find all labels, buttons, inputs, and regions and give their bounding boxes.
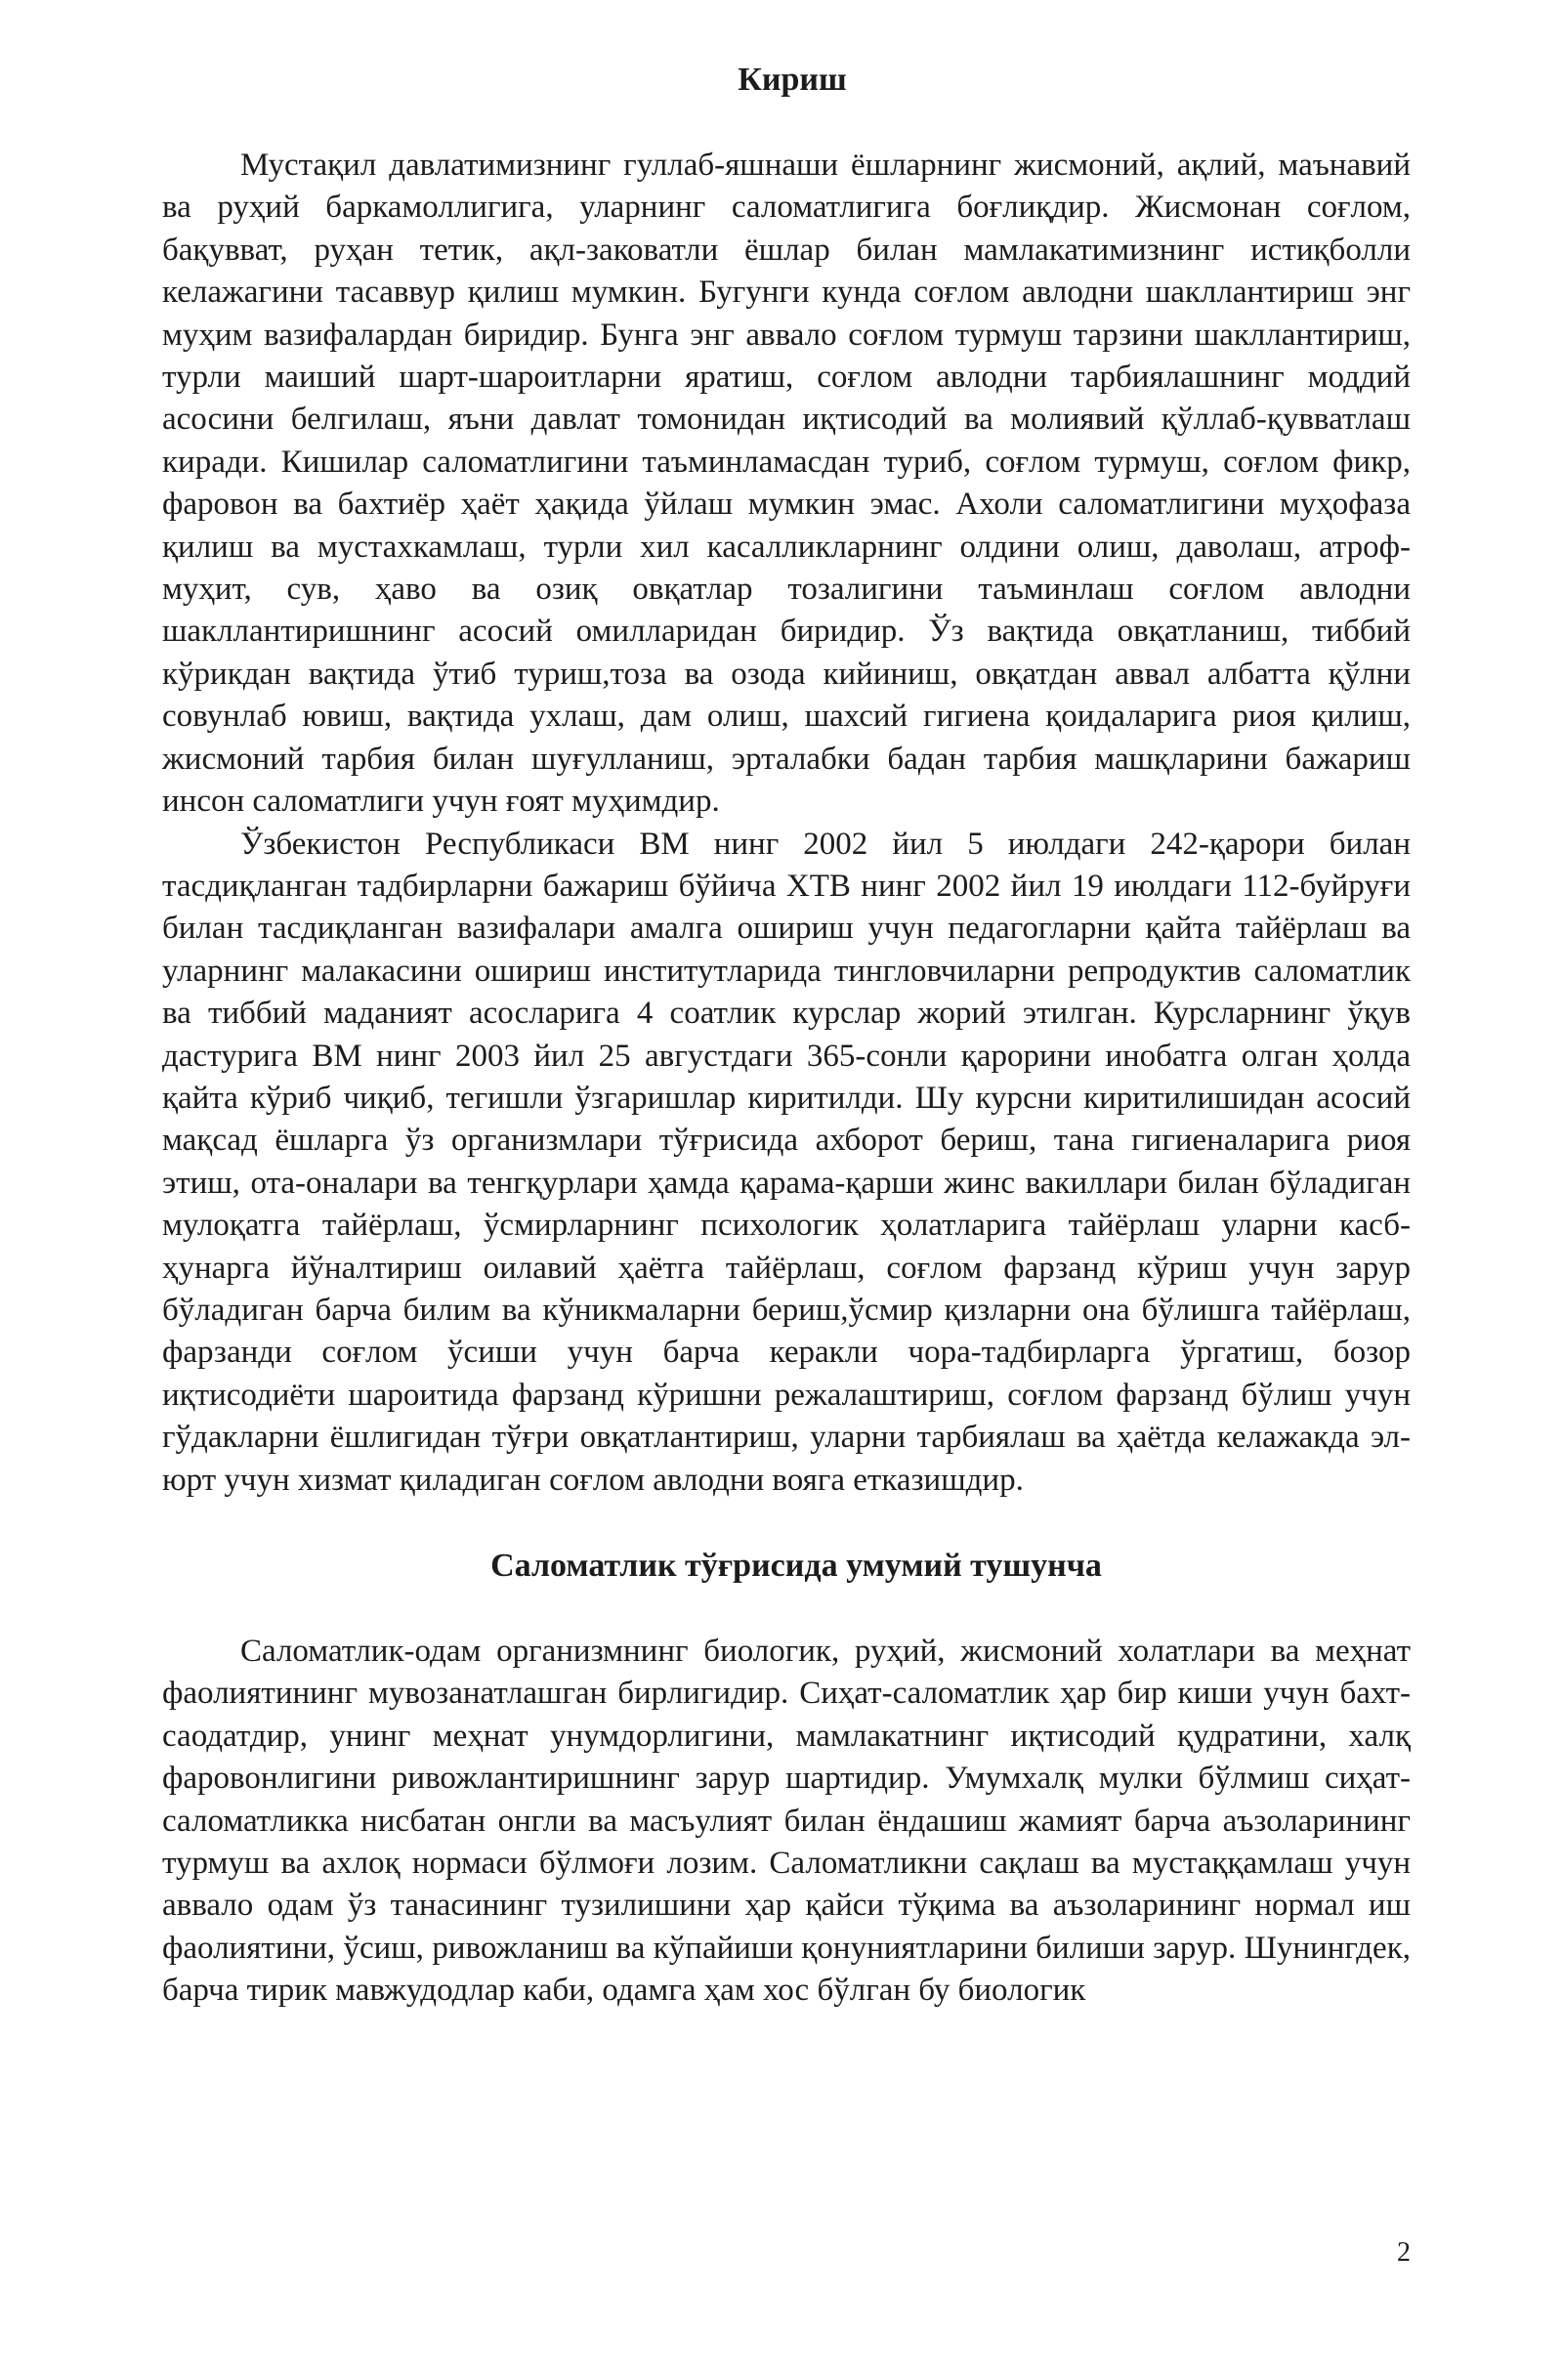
page-number: 2 — [1397, 2237, 1411, 2268]
paragraph-introduction-1: Мустақил давлатимизнинг гуллаб-яшнаши ёшларнинг жисмоний, ақлий, маънавий ва руҳий баркамоллигига, уларнинг саломатлигига боғлиқдир. Жисмонан соғлом, бақувват, руҳан тетик, ақл-заковатли ёшлар билан мамлакатимизнинг истиқболли келажагини тасаввур қилиш мумкин. Бугунги кунда соғлом авлодни шакллантириш энг муҳим вазифалардан биридир. Бунга энг аввало соғлом турмуш тарзини шакллантириш, турли маиший шарт-шароитларни яратиш, соғлом авлодни тарбиялашнинг моддий асосини белгилаш, яъни давлат томонидан иқтисодий ва молиявий қўллаб-қувватлаш киради. Кишилар саломатлигини таъминламасдан туриб, соғлом турмуш, соғлом фикр, фаровон ва бахтиёр ҳаёт ҳақида ўйлаш мумкин эмас. Ахоли саломатлигини муҳофаза қилиш ва мустахкамлаш, турли хил касалликларнинг олдини олиш, даволаш, атроф-муҳит, сув, ҳаво ва озиқ овқатлар тозалигини таъминлаш соғлом авлодни шакллантиришнинг асосий омилларидан биридир. Ўз вақтида овқатланиш, тиббий кўрикдан вақтида ўтиб туриш,тоза ва озода кийиниш, овқатдан аввал албатта қўлни совунлаб ювиш, вақтида ухлаш, дам олиш, шахсий гигиена қоидаларига риоя қилиш, жисмоний тарбия билан шуғулланиш, эрталабки бадан тарбия машқларини бажариш инсон саломатлиги учун ғоят муҳимдир. — [162, 148, 1411, 820]
paragraph-introduction-2: Ўзбекистон Республикаси ВМ нинг 2002 йил 5 июлдаги 242-қарори билан тасдиқланган тадбирларни бажариш бўйича ХТВ нинг 2002 йил 19 июлдаги 112-буйруғи билан тасдиқланган вазифалари амалга ошириш учун педагогларни қайта тайёрлаш ва уларнинг малакасини ошириш институтларида тингловчиларни репродуктив саломатлик ва тиббий маданият асосларига 4 соатлик курслар жорий этилган. Курсларнинг ўқув дастурига ВМ нинг 2003 йил 25 августдаги 365-сонли қарорини инобатга олган ҳолда қайта кўриб чиқиб, тегишли ўзгаришлар киритилди. Шу курсни киритилишидан асосий мақсад ёшларга ўз организмлари тўғрисида ахборот бериш, тана гигиеналарига риоя этиш, ота-оналари ва тенгқурлари ҳамда қарама-қарши жинс вакиллари билан бўладиган мулоқатга тайёрлаш, ўсмирларнинг психологик ҳолатларига тайёрлаш уларни касб-ҳунарга йўналтириш оилавий ҳаётга тайёрлаш, соғлом фарзанд кўриш учун зарур бўладиган барча билим ва кўникмаларни бериш,ўсмир қизларни она бўлишга тайёрлаш, фарзанди соғлом ўсиши учун барча керакли чора-тадбирларга ўргатиш, бозор иқтисодиёти шароитида фарзанд кўришни режалаштириш, соғлом фарзанд бўлиш учун гўдакларни ёшлигидан тўғри овқатлантириш, уларни тарбиялаш ва ҳаётда келажакда эл-юрт учун хизмат қиладиган соғлом авлодни вояга етказишдир. — [162, 826, 1411, 1498]
paragraph-health-concept: Саломатлик-одам организмнинг биологик, руҳий, жисмоний холатлари ва меҳнат фаолиятининг мувозанатлашган бирлигидир. Сиҳат-саломатлик ҳар бир киши учун бахт-саодатдир, унинг меҳнат унумдорлигини, мамлакатнинг иқтисодий қудратини, халқ фаровонлигини ривожлантиришнинг зарур шартидир. Умумхалқ мулки бўлмиш сиҳат-саломатликка нисбатан онгли ва масъулият билан ёндашиш жамият барча аъзоларининг турмуш ва ахлоқ нормаси бўлмоғи лозим. Саломатликни сақлаш ва мустаққамлаш учун аввало одам ўз танасининг тузилишини ҳар қайси тўқима ва аъзоларининг нормал иш фаолиятини, ўсиш, ривожланиш ва кўпайиши қонуниятларини билиши зарур. Шунингдек, барча тирик мавжудодлар каби, одамга ҳам хос бўлган бу биологик — [162, 1634, 1411, 2009]
section-title-introduction: Кириш — [738, 62, 847, 98]
section-title-health-concept: Саломатлик тўғрисида умумий тушунча — [490, 1548, 1102, 1584]
